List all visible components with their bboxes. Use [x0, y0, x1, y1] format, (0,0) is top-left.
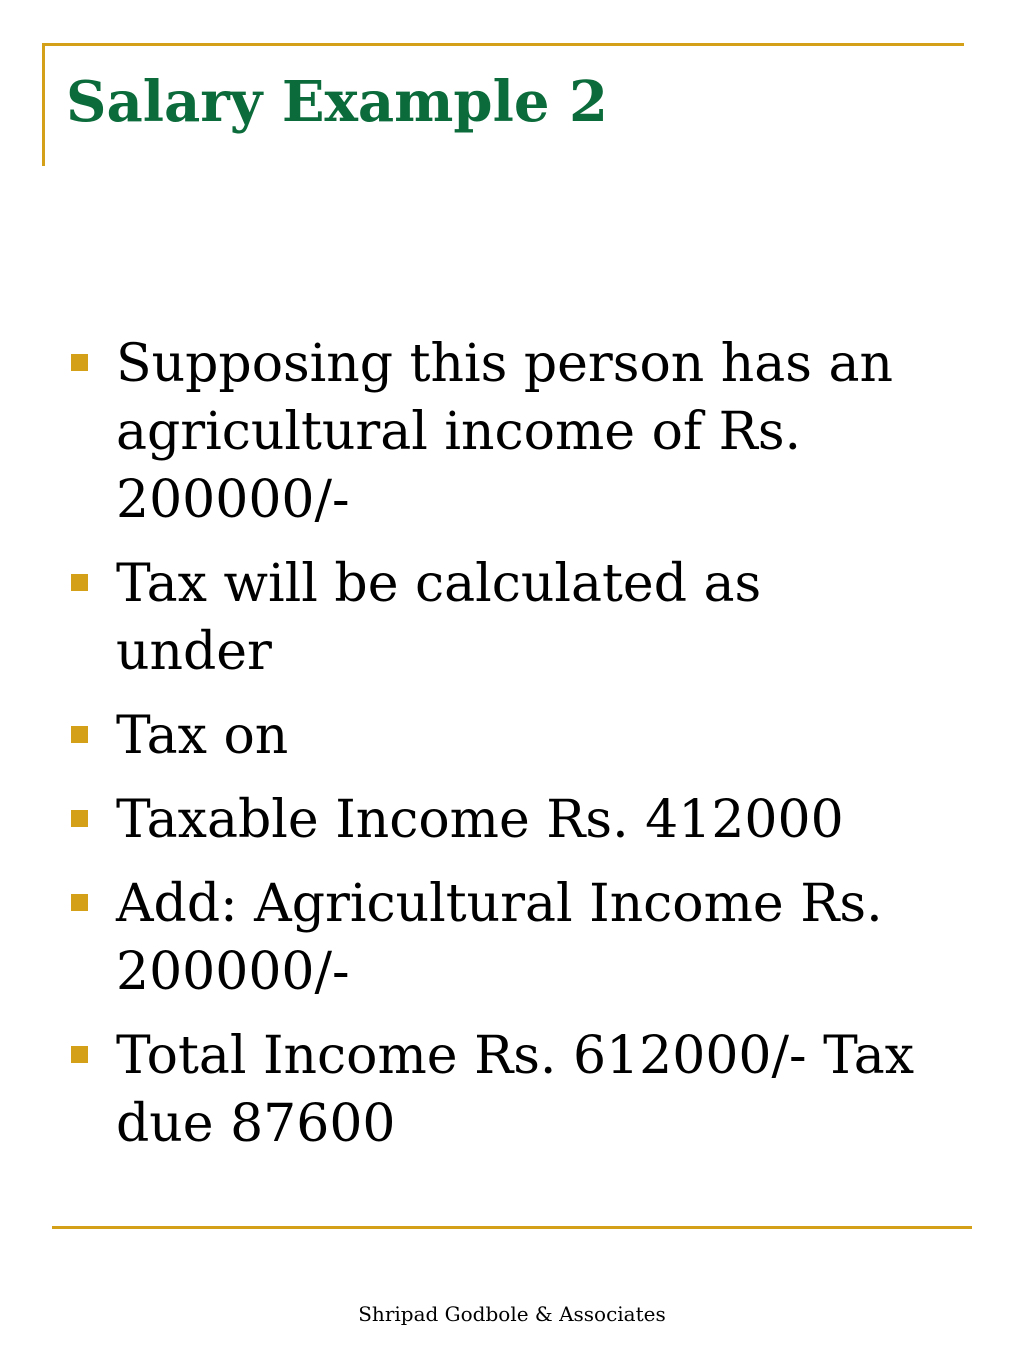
bullet-text: Tax will be calculated as under	[116, 554, 762, 682]
square-bullet-icon	[71, 354, 88, 371]
bullet-text: Taxable Income Rs. 412000	[116, 790, 844, 850]
square-bullet-icon	[71, 894, 88, 911]
title-frame-left-rule	[42, 43, 45, 166]
bullet-text: Tax on	[116, 706, 289, 766]
bullet-text: Supposing this person has an agricultural income of Rs. 200000/-	[116, 334, 893, 530]
bullet-item-tax-on	[66, 702, 926, 770]
footer-rule	[52, 1226, 972, 1229]
footer-credit: Shripad Godbole & Associates	[358, 1302, 666, 1326]
title-frame-top-rule	[42, 43, 964, 46]
square-bullet-icon	[71, 726, 88, 743]
bullet-item-total-income	[66, 1022, 926, 1158]
bullet-item-taxable-income	[66, 786, 926, 854]
bullet-list	[66, 330, 926, 1174]
square-bullet-icon	[71, 574, 88, 591]
bullet-text: Total Income Rs. 612000/- Tax due 87600	[116, 1026, 915, 1154]
bullet-text: Add: Agricultural Income Rs. 200000/-	[116, 874, 883, 1002]
bullet-item-add-agricultural-income	[66, 870, 926, 1006]
bullet-item-tax-calculation	[66, 550, 926, 686]
slide-title: Salary Example 2	[66, 69, 608, 135]
square-bullet-icon	[71, 1046, 88, 1063]
bullet-item-agricultural-income	[66, 330, 926, 534]
square-bullet-icon	[71, 810, 88, 827]
